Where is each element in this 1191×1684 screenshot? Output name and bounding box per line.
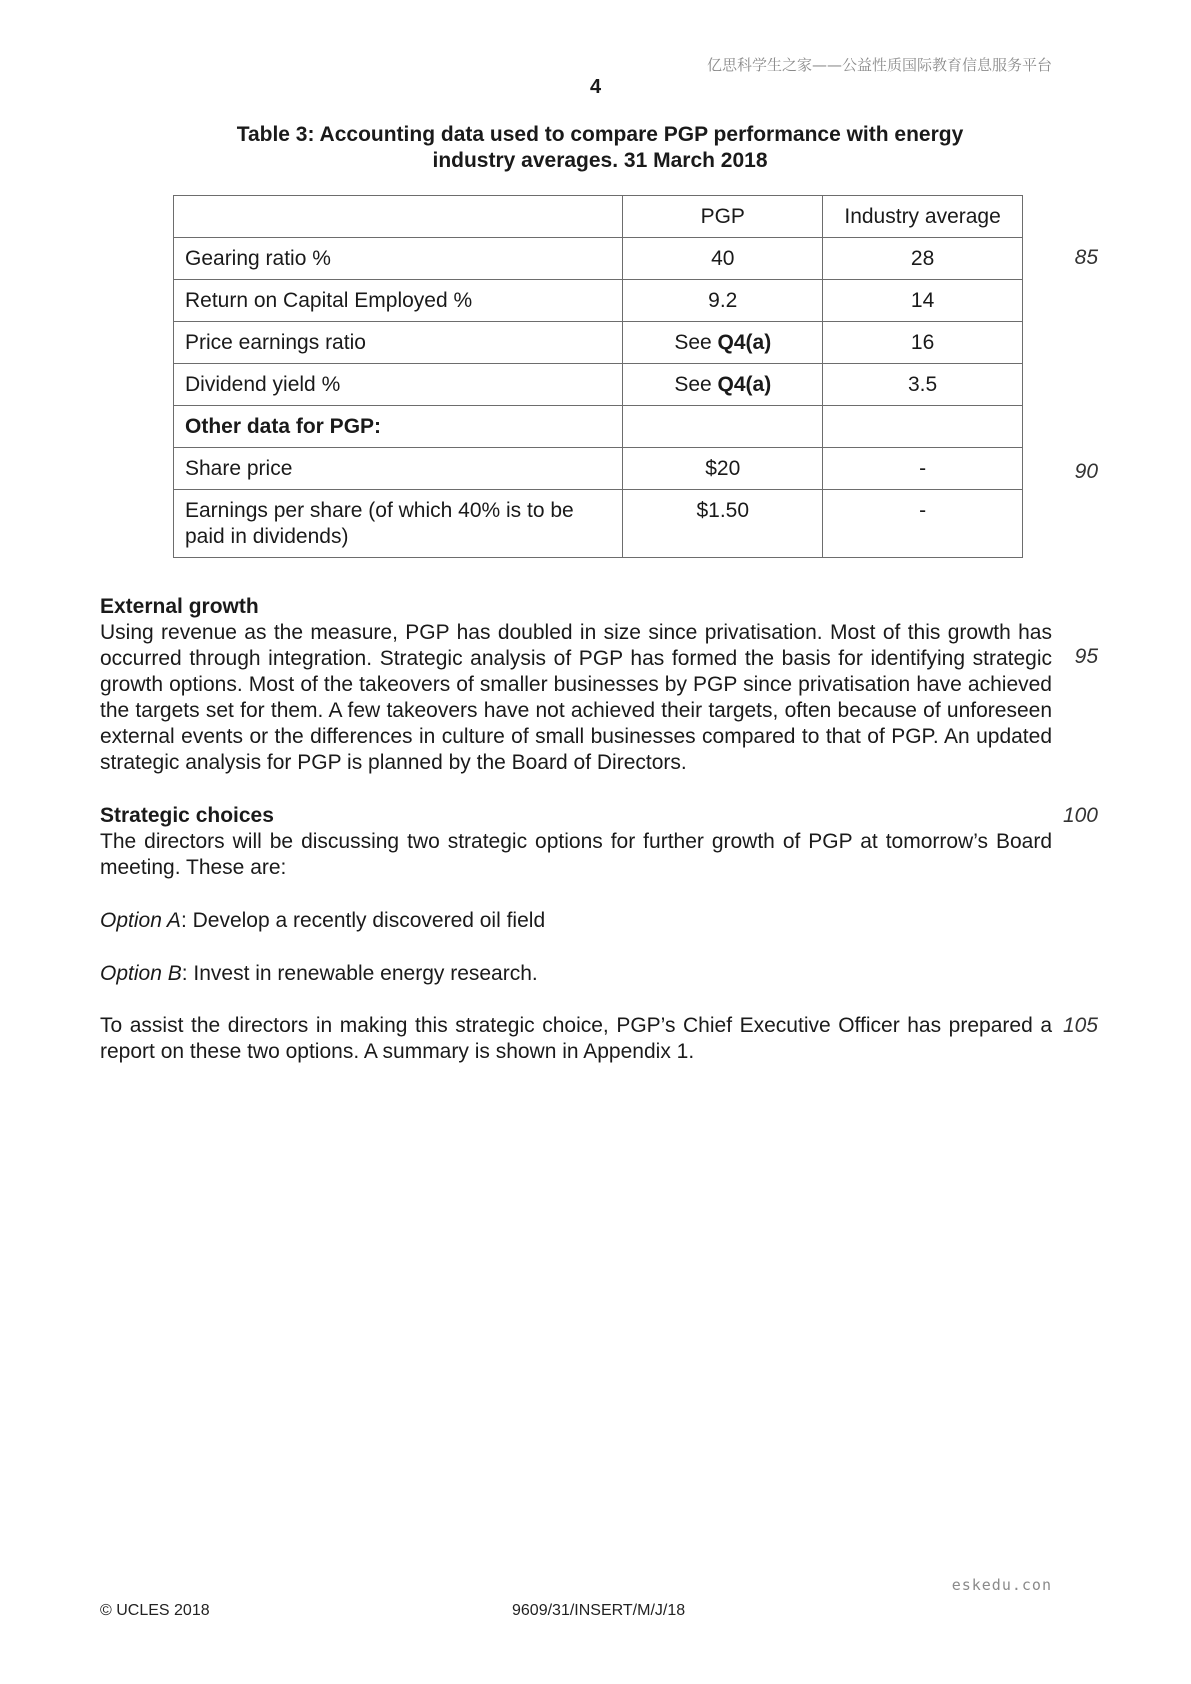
footer-copyright: © UCLES 2018	[100, 1602, 210, 1619]
row-label: Price earnings ratio	[174, 322, 623, 364]
external-growth-section	[100, 594, 1052, 776]
strategic-choices-section	[100, 803, 1052, 881]
header-cell-industry: Industry average	[823, 196, 1023, 238]
footer-code: 9609/31/INSERT/M/J/18	[512, 1602, 686, 1619]
industry-value: -	[823, 490, 1023, 558]
industry-value: -	[823, 448, 1023, 490]
industry-value: 28	[823, 238, 1023, 280]
table-title	[100, 122, 1100, 174]
page-number: 4	[589, 76, 602, 98]
option-b	[100, 961, 538, 987]
question-reference: Q4(a)	[717, 331, 772, 354]
table-row	[174, 364, 1023, 406]
question-reference: Q4(a)	[717, 373, 772, 396]
see-prefix: See	[674, 373, 718, 396]
line-number: 95	[1074, 645, 1098, 668]
pgp-value: $1.50	[623, 490, 823, 558]
industry-value: 3.5	[823, 364, 1023, 406]
pgp-value	[623, 406, 823, 448]
pgp-value: 9.2	[623, 280, 823, 322]
accounting-data-table	[173, 195, 1023, 558]
row-label: Return on Capital Employed %	[174, 280, 623, 322]
table-row	[174, 322, 1023, 364]
line-number: 105	[1062, 1014, 1098, 1037]
table-header-row	[174, 196, 1023, 238]
option-text: : Develop a recently discovered oil field	[180, 909, 546, 932]
watermark-bottom: eskedu.con	[951, 1576, 1052, 1594]
row-label: Gearing ratio %	[174, 238, 623, 280]
line-number: 85	[1074, 246, 1098, 269]
section-heading: External growth	[100, 595, 259, 618]
pgp-value	[623, 322, 823, 364]
closing-paragraph	[100, 1013, 1052, 1065]
section-body: Using revenue as the measure, PGP has doubled in size since privatisation. Most of this growth has occurred through integration. Strategic analysis of PGP has formed the basis for identifying strategic growth options. Most of the takeovers of smaller businesses by PGP since privatisation have achieved the targets set for them. A few takeovers have not achieved their targets, often because of unforeseen external events or the differences in culture of small businesses compared to that of PGP. An updated strategic analysis for PGP is planned by the Board of Directors.	[100, 621, 1052, 774]
pgp-value	[623, 364, 823, 406]
header-cell-blank	[174, 196, 623, 238]
table-row	[174, 406, 1023, 448]
table-row	[174, 490, 1023, 558]
row-label: Share price	[174, 448, 623, 490]
option-a	[100, 908, 545, 934]
section-body: To assist the directors in making this strategic choice, PGP’s Chief Executive Officer has prepared a report on these two options. A summary is shown in Appendix 1.	[100, 1014, 1052, 1063]
table-row	[174, 238, 1023, 280]
option-label: Option B	[100, 962, 182, 985]
see-prefix: See	[674, 331, 718, 354]
row-label: Dividend yield %	[174, 364, 623, 406]
line-number: 100	[1062, 804, 1098, 827]
industry-value: 16	[823, 322, 1023, 364]
header-cell-pgp: PGP	[623, 196, 823, 238]
watermark-top: 亿思科学生之家——公益性质国际教育信息服务平台	[706, 56, 1052, 74]
section-body: The directors will be discussing two strategic options for further growth of PGP at tomorrow’s Board meeting. These are:	[100, 830, 1052, 879]
table-title-line-1: Table 3: Accounting data used to compare PGP performance with energy	[236, 123, 964, 146]
table-row	[174, 448, 1023, 490]
row-label: Earnings per share (of which 40% is to be paid in dividends)	[174, 490, 623, 558]
pgp-value: 40	[623, 238, 823, 280]
option-label: Option A	[100, 909, 181, 932]
section-heading: Strategic choices	[100, 804, 274, 827]
option-text: : Invest in renewable energy research.	[181, 962, 538, 985]
industry-value: 14	[823, 280, 1023, 322]
row-label-other-data: Other data for PGP:	[174, 406, 623, 448]
pgp-value: $20	[623, 448, 823, 490]
table-title-line-2: industry averages. 31 March 2018	[432, 149, 768, 172]
table-row	[174, 280, 1023, 322]
line-number: 90	[1074, 460, 1098, 483]
industry-value	[823, 406, 1023, 448]
